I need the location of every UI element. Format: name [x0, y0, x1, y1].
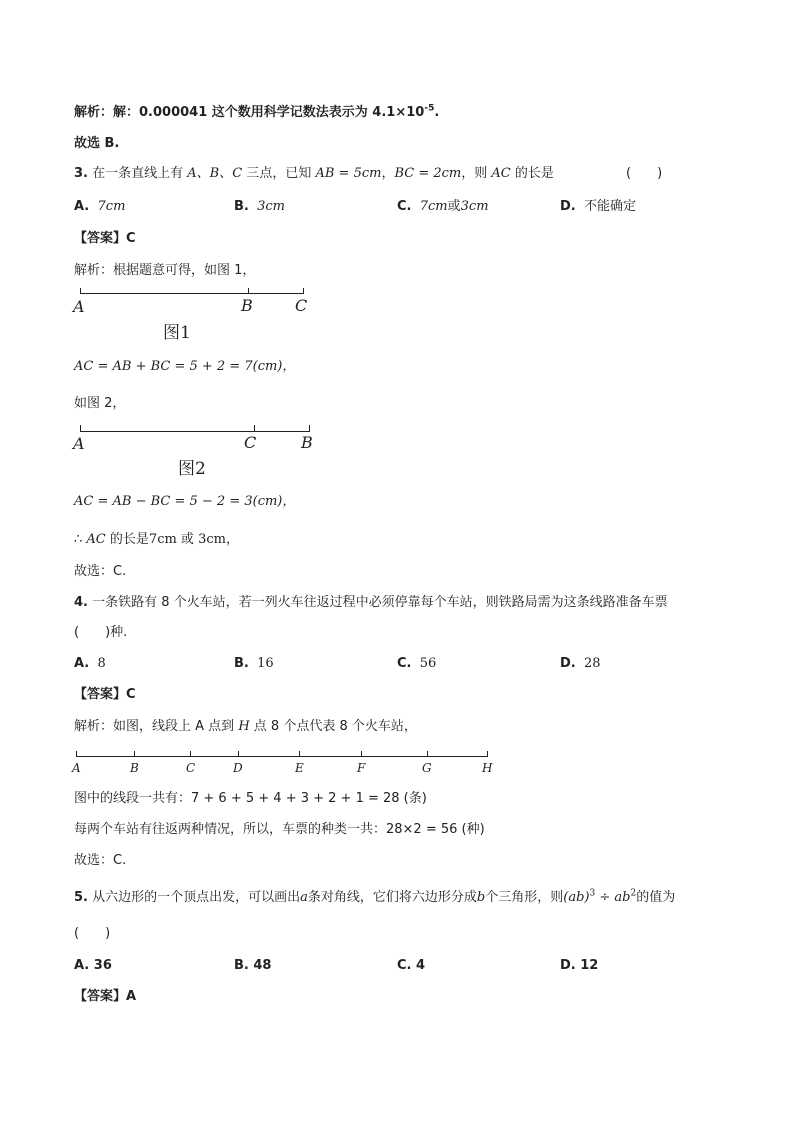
point-h: H	[238, 719, 250, 734]
tick	[303, 288, 304, 294]
station-label: H	[482, 761, 493, 775]
tick	[309, 425, 310, 432]
q4-number: 4.	[74, 595, 88, 610]
q3-eq2: AC = AB − BC = 5 − 2 = 3(cm)，	[74, 494, 296, 509]
tick	[76, 751, 77, 757]
q3-fig2-intro: 如图 2，	[74, 396, 126, 411]
station-label: G	[422, 761, 432, 775]
option-text: 48	[253, 958, 272, 973]
q4-choice: 故选：C.	[74, 853, 127, 868]
option-text: 36	[93, 958, 112, 973]
point-label: B	[301, 433, 313, 452]
q3-option-d	[560, 198, 636, 216]
q3-stem-d: 的长是	[514, 166, 554, 181]
q3-number: 3.	[74, 166, 88, 181]
option-letter: A.	[74, 958, 90, 973]
q5-answer: 【答案】A	[74, 989, 137, 1004]
tick	[134, 751, 135, 757]
var-b: b	[476, 890, 486, 905]
option-letter: A.	[74, 199, 90, 214]
q4-stem2: ( )种.	[74, 625, 128, 640]
tick	[80, 288, 81, 294]
q5-stem	[74, 889, 675, 907]
q3-comma: ，	[381, 166, 395, 181]
q5-paren: ( )	[74, 926, 111, 941]
q3-stem	[74, 165, 554, 183]
q3-option-c	[397, 198, 489, 216]
station-label: C	[186, 761, 196, 775]
option-math: 7cm	[97, 199, 126, 214]
q3-answer: 【答案】C	[74, 231, 136, 246]
point-label: B	[241, 296, 253, 315]
option-math: 7cm	[419, 199, 448, 214]
segment-line	[80, 293, 304, 294]
option-letter: C.	[397, 656, 412, 671]
point-label: C	[295, 296, 308, 315]
q3-choice: 故选：C.	[74, 564, 127, 579]
exponent: -5	[424, 103, 435, 114]
figure-caption: 图2	[178, 459, 206, 479]
option-letter: A.	[74, 656, 90, 671]
tick	[254, 425, 255, 432]
expr-exp: 3	[589, 888, 596, 899]
q3-paren: ( )	[626, 166, 663, 181]
option-math: 3cm	[460, 199, 489, 214]
option-letter: C.	[397, 958, 412, 973]
segment-line	[80, 431, 310, 432]
q4-line1: 图中的线段一共有：7 + 6 + 5 + 4 + 3 + 2 + 1 = 28 (条)	[74, 791, 427, 806]
q5-option-c	[397, 957, 425, 975]
option-letter: D.	[560, 656, 576, 671]
q4-analysis	[74, 718, 417, 736]
q4-stem-text: 一条铁路有 8 个火车站，若一列火车往返过程中必须停靠每个车站，则铁路局需为这条线路准备车票	[92, 595, 668, 610]
option-text: 28	[584, 656, 601, 671]
option-letter: B.	[234, 199, 249, 214]
option-text: 16	[257, 656, 274, 671]
q4-stem	[74, 594, 668, 612]
q3-option-a	[74, 198, 125, 216]
choice-line: 故选 B.	[74, 136, 120, 151]
station-label: D	[233, 761, 243, 775]
q3-analysis: 解析：根据题意可得，如图 1，	[74, 263, 256, 278]
station-label: A	[72, 761, 81, 775]
q3-stem-c: ，则	[461, 166, 488, 181]
q5-stem-b: 条对角线，它们将六边形分成	[307, 890, 477, 905]
tick	[238, 751, 239, 757]
option-letter: C.	[397, 199, 412, 214]
solution-end: .	[434, 105, 440, 120]
q5-stem-d: 的值为	[636, 890, 676, 905]
option-letter: D.	[560, 199, 576, 214]
point-label: A	[73, 434, 85, 453]
tick	[248, 288, 249, 294]
tick	[427, 751, 428, 757]
q4-line2: 每两个车站有往返两种情况，所以，车票的种类一共：28×2 = 56 (种)	[74, 822, 485, 837]
q5-option-b	[234, 957, 271, 975]
q5-stem-a: 从六边形的一个顶点出发，可以画出	[92, 890, 301, 905]
option-letter: B.	[234, 958, 249, 973]
expr: (ab)	[563, 890, 590, 905]
station-label: B	[130, 761, 139, 775]
q4-option-d	[560, 655, 601, 673]
station-label: E	[295, 761, 304, 775]
tick	[361, 751, 362, 757]
q5-stem-c: 个三角形，则	[485, 890, 564, 905]
q5-option-d	[560, 957, 598, 975]
segment-name: AC	[86, 532, 106, 547]
q5-option-a	[74, 957, 112, 975]
q4-option-b	[234, 655, 274, 673]
option-text: 或	[447, 199, 461, 214]
conclusion-end: ，	[225, 532, 239, 547]
q3-stem-b: 三点，已知	[246, 166, 312, 181]
q3-conclusion	[74, 531, 239, 549]
solution-text: 解析：解：0.000041 这个数用科学记数法表示为 4.1×10	[74, 105, 425, 120]
point-label: A	[73, 297, 85, 316]
tick	[190, 751, 191, 757]
q3-cond1: AB = 5cm	[315, 166, 382, 181]
q4-answer: 【答案】C	[74, 687, 136, 702]
option-text: 4	[416, 958, 426, 973]
option-text: 12	[580, 958, 599, 973]
q3-stem-a: 在一条直线上有	[92, 166, 184, 181]
tick	[80, 425, 81, 432]
option-text: 不能确定	[584, 199, 637, 214]
tick	[299, 751, 300, 757]
option-text: 56	[419, 656, 437, 671]
solution-line	[74, 104, 439, 122]
station-label: F	[357, 761, 366, 775]
point-label: C	[244, 433, 257, 452]
option-letter: D.	[560, 958, 576, 973]
q3-option-b	[234, 198, 285, 216]
expr-exp2: 2	[630, 888, 637, 899]
option-math: 3cm	[257, 199, 286, 214]
q3-cond2: BC = 2cm	[394, 166, 462, 181]
therefore-symbol: ∴	[74, 532, 83, 547]
analysis-text: 点 8 个点代表 8 个火车站，	[253, 719, 417, 734]
q3-eq1: AC = AB + BC = 5 + 2 = 7(cm)，	[74, 359, 296, 374]
q3-ac: AC	[491, 166, 511, 181]
tick	[487, 751, 488, 757]
q4-option-a	[74, 655, 106, 673]
conclusion-values: 7cm 或 3cm	[148, 532, 226, 547]
var-a: a	[300, 890, 308, 905]
analysis-text: 解析：如图，线段上 A 点到	[74, 719, 235, 734]
conclusion-text: 的长是	[109, 532, 149, 547]
expr-mid: ÷ ab	[595, 890, 631, 905]
option-text: 8	[97, 656, 106, 671]
q4-option-c	[397, 655, 436, 673]
q5-number: 5.	[74, 890, 88, 905]
figure-caption: 图1	[163, 323, 191, 343]
option-letter: B.	[234, 656, 249, 671]
q3-points: A、B、C	[187, 166, 243, 181]
